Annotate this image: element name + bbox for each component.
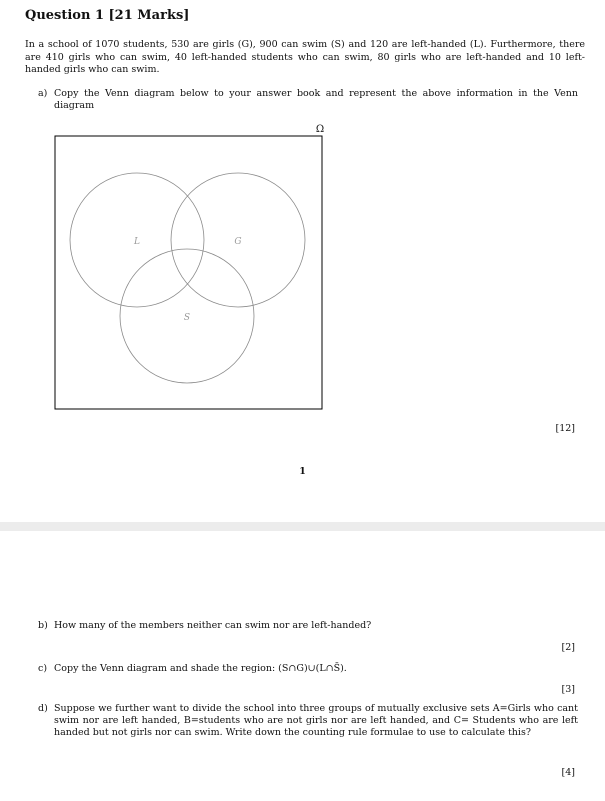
part-a-label: a)	[38, 88, 48, 99]
part-c-marks: [3]	[561, 684, 575, 695]
part-c-text: Copy the Venn diagram and shade the region: (S∩G)∪(L∩S̄).	[54, 663, 347, 674]
part-d-text: Suppose we further want to divide the school into three groups of mutually exclusive sets A=Girls who cant swim nor are left handed, B=students who are not girls nor are left handed, and C= Students who are left handed but not girls nor can swim. Write down the counting rule formulae to use to calculate this?	[54, 703, 578, 738]
part-a-text: Copy the Venn diagram below to your answer book and represent the above information in the Venn diagram	[54, 88, 578, 111]
part-b-marks: [2]	[561, 642, 575, 653]
venn-diagram	[45, 120, 335, 412]
question-intro: In a school of 1070 students, 530 are girls (G), 900 can swim (S) and 120 are left-handed (L). Furthermore, there are 410 girls who can swim, 40 left-handed students who can swim, 80 girls who are left-handed and 10 left-handed girls who can swim.	[25, 39, 585, 75]
part-a	[38, 88, 578, 112]
universe-rectangle	[55, 136, 322, 409]
part-b-text: How many of the members neither can swim nor are left-handed?	[54, 620, 372, 631]
question-title: Question 1 [21 Marks]	[25, 8, 190, 23]
set-g-label: G	[234, 237, 242, 247]
part-c-label: c)	[38, 663, 48, 674]
page-2	[0, 531, 605, 801]
part-d-label: d)	[38, 703, 48, 714]
part-b	[38, 620, 578, 632]
set-s-label: S	[183, 313, 191, 323]
part-b-label: b)	[38, 620, 48, 631]
part-d-marks: [4]	[561, 767, 575, 778]
universe-label: Ω	[315, 124, 325, 135]
set-l-label: L	[134, 237, 140, 247]
page-number: 1	[299, 466, 306, 477]
part-c	[38, 663, 578, 675]
page-separator	[0, 522, 605, 531]
part-d	[38, 703, 578, 739]
part-a-marks: [12]	[555, 423, 575, 434]
